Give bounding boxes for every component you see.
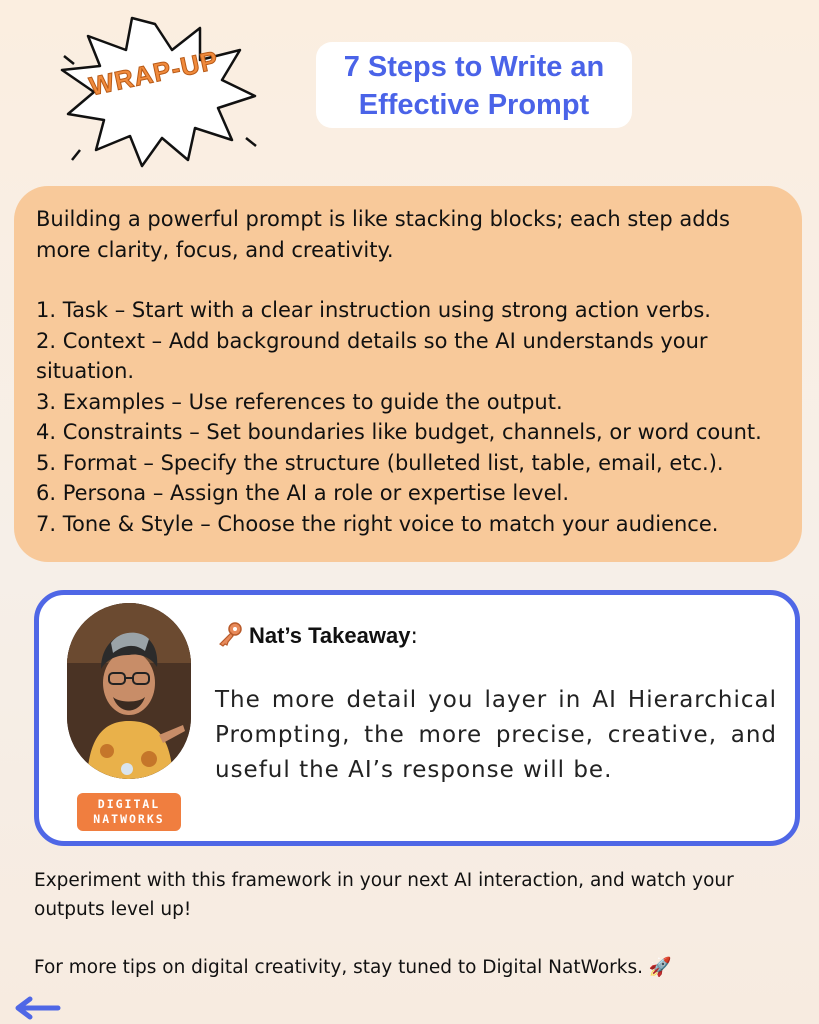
brand-line-1: DIGITAL <box>97 797 161 811</box>
takeaway-title: Nat’s Takeaway <box>249 623 411 648</box>
key-icon <box>217 621 243 653</box>
step-item: 7. Tone & Style – Choose the right voice to match your audience. <box>36 511 719 536</box>
title-line-2: Effective Prompt <box>358 89 590 121</box>
takeaway-text: The more detail you layer in AI Hierarchical Prompting, the more precise, creative, and useful the AI’s response will be. <box>215 687 777 783</box>
takeaway-card <box>34 590 800 846</box>
footer-text <box>34 866 794 982</box>
footer-line-1: Experiment with this framework in your next AI interaction, and watch your outputs level up! <box>34 870 734 920</box>
avatar <box>67 603 191 779</box>
page-title <box>316 42 632 128</box>
starburst-icon <box>50 10 260 170</box>
steps-panel <box>14 186 802 562</box>
steps-intro: Building a powerful prompt is like stacking blocks; each step adds more clarity, focus, and creativity. <box>36 207 730 262</box>
step-item: 2. Context – Add background details so the AI understands your situation. <box>36 328 708 383</box>
footer-line-2: For more tips on digital creativity, stay tuned to Digital NatWorks. 🚀 <box>34 957 672 978</box>
step-item: 4. Constraints – Set boundaries like budget, channels, or word count. <box>36 420 762 444</box>
brand-line-2: NATWORKS <box>93 812 165 826</box>
step-item: 5. Format – Specify the structure (bulleted list, table, email, etc.). <box>36 450 724 475</box>
title-line-1: 7 Steps to Write an <box>343 51 605 83</box>
step-item: 6. Persona – Assign the AI a role or expertise level. <box>36 481 569 505</box>
step-item: 3. Examples – Use references to guide the output. <box>36 389 563 414</box>
takeaway-colon: : <box>410 624 418 649</box>
back-arrow-icon[interactable] <box>12 996 62 1020</box>
step-item: 1. Task – Start with a clear instruction using strong action verbs. <box>36 298 711 322</box>
wrap-up-badge: WRAP-UP <box>86 44 222 102</box>
brand-logo <box>77 793 181 831</box>
takeaway-heading <box>217 621 418 653</box>
